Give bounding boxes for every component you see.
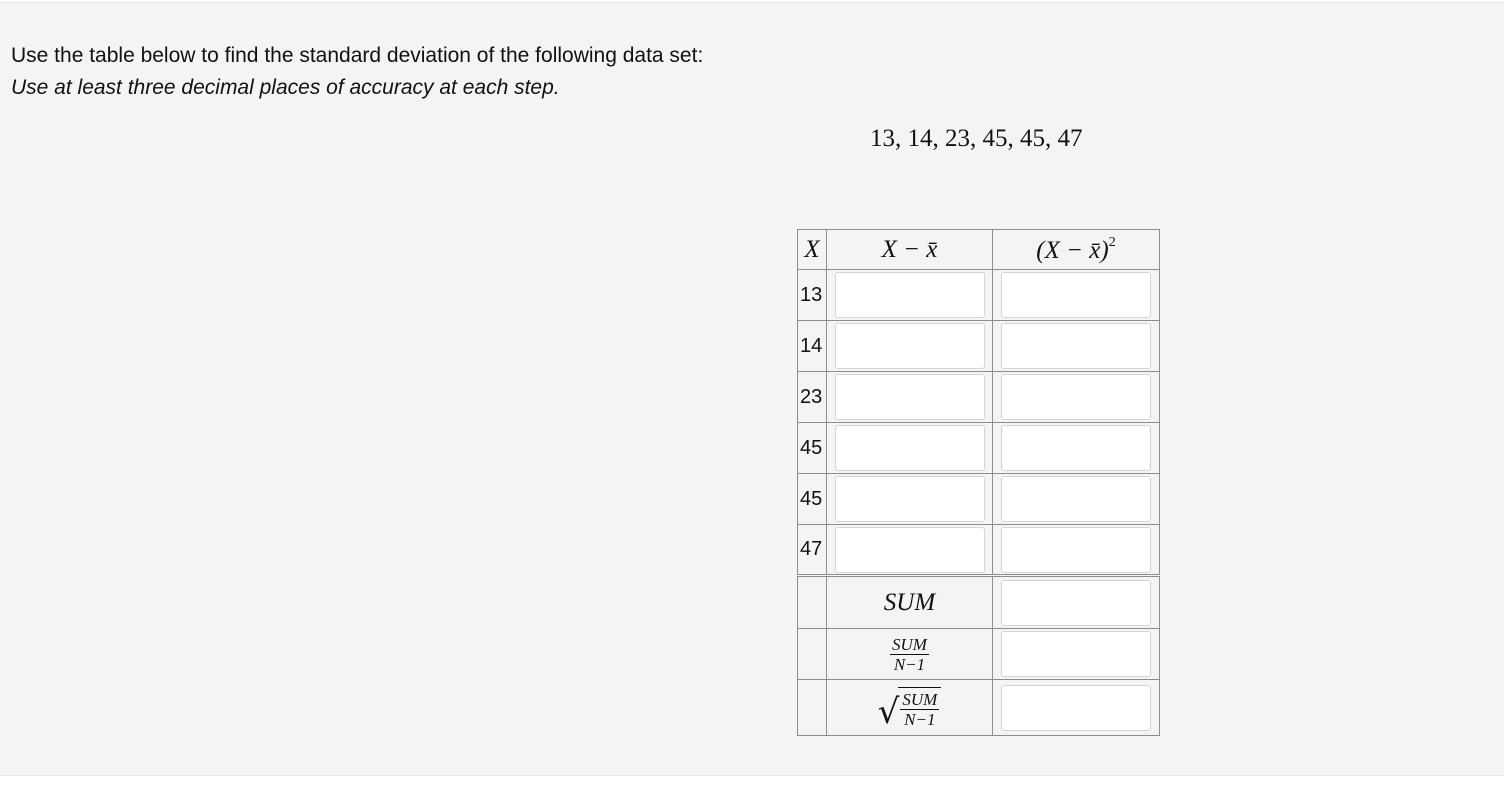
table-header-row [798, 230, 1160, 270]
fraction-denominator: N−1 [904, 709, 936, 729]
squared-deviation-input[interactable] [1001, 527, 1151, 573]
fraction-denominator: N−1 [893, 654, 926, 674]
table-row [798, 321, 1160, 372]
squared-deviation-input[interactable] [1001, 272, 1151, 318]
x-value: 45 [798, 474, 827, 525]
variance-fraction [890, 635, 929, 674]
fraction-numerator: SUM [902, 689, 938, 709]
empty-cell [798, 680, 827, 736]
table-row [798, 525, 1160, 576]
table-row [798, 423, 1160, 474]
x-value: 14 [798, 321, 827, 372]
x-value: 47 [798, 525, 827, 576]
squared-deviation-input[interactable] [1001, 323, 1151, 369]
variance-input[interactable] [1001, 631, 1151, 677]
squared-deviation-input[interactable] [1001, 374, 1151, 420]
header-squared-deviation [993, 230, 1160, 270]
radical-sign: √ [877, 691, 900, 732]
deviation-input[interactable] [835, 476, 985, 522]
table-row [798, 372, 1160, 423]
x-value: 13 [798, 270, 827, 321]
squared-deviation-input[interactable] [1001, 476, 1151, 522]
square-root-expression [877, 687, 942, 732]
deviation-input[interactable] [835, 323, 985, 369]
header-deviation [827, 230, 993, 270]
sum-input[interactable] [1001, 580, 1151, 626]
squared-deviation-input[interactable] [1001, 425, 1151, 471]
header-squared-text: (X − x̄) [1036, 236, 1109, 264]
instruction-text: Use the table below to find the standard deviation of the following data set: [11, 44, 704, 67]
sum-label [827, 576, 993, 629]
table-row [798, 270, 1160, 321]
x-value: 23 [798, 372, 827, 423]
question-panel [0, 2, 1504, 776]
std-dev-input[interactable] [1001, 685, 1151, 731]
empty-cell [798, 629, 827, 680]
sum-label-text: SUM [883, 588, 936, 616]
calculation-table [797, 229, 1160, 736]
deviation-input[interactable] [835, 374, 985, 420]
header-deviation-text: X − x̄ [881, 235, 938, 263]
header-squared-exponent: 2 [1108, 234, 1116, 250]
sum-row [798, 576, 1160, 629]
x-value: 45 [798, 423, 827, 474]
deviation-input[interactable] [835, 272, 985, 318]
header-x: X [798, 230, 827, 270]
std-dev-row [798, 680, 1160, 736]
std-dev-label [827, 680, 993, 736]
fraction-numerator: SUM [892, 634, 927, 654]
variance-row [798, 629, 1160, 680]
std-dev-fraction [900, 690, 939, 729]
deviation-input[interactable] [835, 425, 985, 471]
empty-cell [798, 576, 827, 629]
data-set: 13, 14, 23, 45, 45, 47 [870, 125, 1083, 152]
deviation-input[interactable] [835, 527, 985, 573]
instruction-subtext: Use at least three decimal places of accuracy at each step. [11, 76, 560, 99]
variance-label [827, 629, 993, 680]
table-row [798, 474, 1160, 525]
